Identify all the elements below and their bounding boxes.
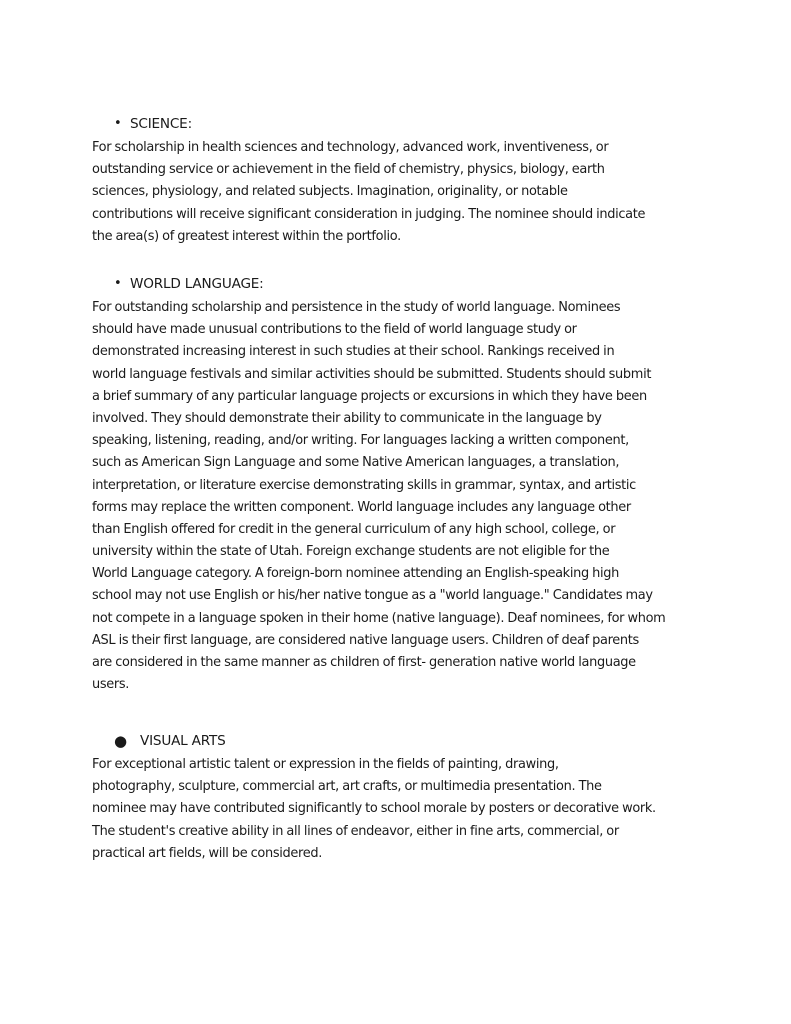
- body-line: not compete in a language spoken in their home (native language). Deaf nominees, for whom: [92, 609, 666, 626]
- body-line: university within the state of Utah. Foreign exchange students are not eligible for the: [92, 543, 610, 560]
- body-line: forms may replace the written component. World language includes any language other: [92, 498, 631, 515]
- body-line: photography, sculpture, commercial art, art crafts, or multimedia presentation. The: [92, 778, 602, 795]
- bullet-icon: ●: [114, 732, 127, 750]
- body-line: sciences, physiology, and related subjects. Imagination, originality, or notable: [92, 183, 568, 200]
- heading-text: WORLD LANGUAGE:: [130, 276, 264, 292]
- body-line: are considered in the same manner as children of first- generation native world language: [92, 654, 636, 670]
- body-line: than English offered for credit in the general curriculum of any high school, college, or: [92, 520, 616, 537]
- body-line: The student's creative ability in all lines of endeavor, either in fine arts, commercial, or: [92, 822, 619, 839]
- heading-text: VISUAL ARTS: [140, 733, 226, 749]
- body-line: school may not use English or his/her native tongue as a "world language." Candidates may: [92, 587, 653, 604]
- section-heading: [92, 272, 752, 296]
- section-heading: [92, 112, 752, 136]
- body-line: interpretation, or literature exercise demonstrating skills in grammar, syntax, and artistic: [92, 476, 636, 493]
- section-body: [92, 296, 752, 695]
- body-line: For outstanding scholarship and persistence in the study of world language. Nominees: [92, 299, 621, 315]
- body-line: ASL is their first language, are considered native language users. Children of deaf parents: [92, 631, 639, 648]
- heading-text: SCIENCE:: [130, 116, 192, 132]
- section-visual-arts: [92, 729, 752, 864]
- section-heading: [92, 729, 752, 753]
- body-line: For exceptional artistic talent or expression in the fields of painting, drawing,: [92, 756, 559, 772]
- body-line: contributions will receive significant consideration in judging. The nominee should indicate: [92, 205, 646, 222]
- bullet-icon: •: [114, 276, 122, 291]
- section-body: [92, 136, 752, 247]
- section-body: [92, 753, 752, 864]
- body-line: World Language category. A foreign-born nominee attending an English-speaking high: [92, 565, 620, 582]
- body-line: a brief summary of any particular language projects or excursions in which they have been: [92, 387, 647, 404]
- body-line: speaking, listening, reading, and/or writing. For languages lacking a written component,: [92, 432, 629, 449]
- body-line: For scholarship in health sciences and technology, advanced work, inventiveness, or: [92, 139, 609, 155]
- bullet-icon: •: [114, 116, 122, 131]
- body-line: the area(s) of greatest interest within the portfolio.: [92, 227, 401, 244]
- body-line: practical art fields, will be considered.: [92, 844, 323, 861]
- body-line: should have made unusual contributions to the field of world language study or: [92, 321, 577, 338]
- body-line: involved. They should demonstrate their ability to communicate in the language by: [92, 409, 602, 426]
- body-line: users.: [92, 676, 130, 693]
- body-line: such as American Sign Language and some Native American languages, a translation,: [92, 454, 620, 471]
- body-line: nominee may have contributed significantly to school morale by posters or decorative work.: [92, 800, 656, 817]
- body-line: world language festivals and similar activities should be submitted. Students should submit: [92, 365, 652, 382]
- body-line: demonstrated increasing interest in such studies at their school. Rankings received in: [92, 343, 615, 360]
- section-science: [92, 112, 752, 247]
- section-world-language: [92, 272, 752, 695]
- body-line: outstanding service or achievement in the field of chemistry, physics, biology, earth: [92, 161, 605, 178]
